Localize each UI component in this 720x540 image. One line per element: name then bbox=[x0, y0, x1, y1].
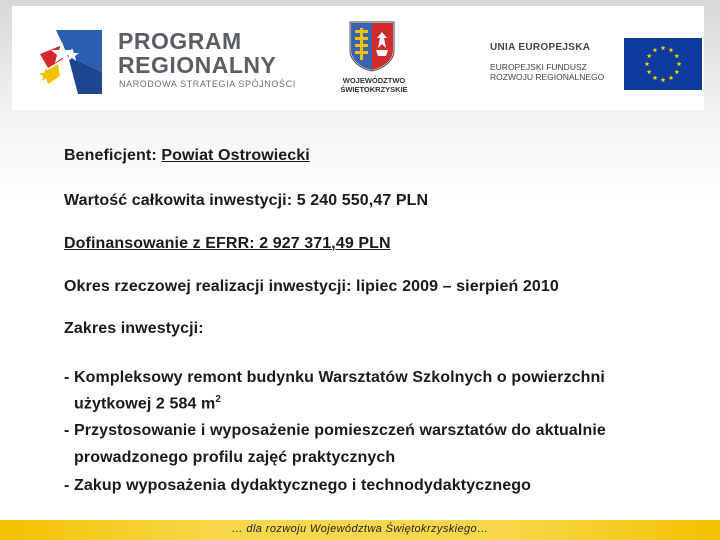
superscript-2: 2 bbox=[215, 394, 221, 405]
eu-fund-line2: ROZWOJU REGIONALNEGO bbox=[490, 72, 605, 82]
footer-bar bbox=[0, 520, 720, 540]
eu-logo-title: UNIA EUROPEJSKA bbox=[490, 42, 591, 53]
coat-of-arms-icon bbox=[348, 20, 396, 72]
wojewodztwo-logo-line2: ŚWIĘTOKRZYSKIE bbox=[340, 85, 408, 94]
program-regionalny-emblem-icon bbox=[38, 28, 104, 94]
logo-banner bbox=[12, 6, 704, 110]
beneficiary-line bbox=[64, 147, 310, 165]
wojewodztwo-logo-line1: WOJEWÓDZTWO bbox=[342, 76, 406, 85]
footer-slogan: … dla rozwoju Województwa Świętokrzyskiego… bbox=[231, 523, 489, 535]
scope-item-1-line1: - Kompleksowy remont budynku Warsztatów Szkolnych o powierzchni bbox=[64, 369, 605, 386]
scope-item-1-line2: użytkowej 2 584 $m^2$ bbox=[74, 394, 221, 413]
eu-flag-icon bbox=[624, 38, 702, 90]
beneficiary-label: Beneficjent: bbox=[64, 147, 157, 164]
eu-logo bbox=[482, 36, 704, 96]
total-value-line: Wartość całkowita inwestycji: 5 240 550,47 PLN bbox=[64, 192, 429, 209]
period-line: Okres rzeczowej realizacji inwestycji: lipiec 2009 – sierpień 2010 bbox=[64, 278, 559, 295]
scope-item-2-line2: prowadzonego profilu zajęć praktycznych bbox=[74, 449, 396, 466]
cofinancing-line: Dofinansowanie z EFRR: 2 927 371,49 PLN bbox=[64, 235, 391, 252]
program-logo-line1: PROGRAM bbox=[118, 28, 242, 54]
scope-label: Zakres inwestycji: bbox=[64, 320, 204, 337]
wojewodztwo-logo bbox=[334, 18, 414, 102]
scope-item-3-line1: - Zakup wyposażenia dydaktycznego i technodydaktycznego bbox=[64, 477, 531, 494]
program-logo-subtitle: NARODOWA STRATEGIA SPÓJNOŚCI bbox=[119, 79, 296, 89]
eu-fund-line1: EUROPEJSKI FUNDUSZ bbox=[490, 62, 587, 72]
beneficiary-value: Powiat Ostrowiecki bbox=[161, 147, 310, 164]
program-regionalny-logo bbox=[38, 24, 328, 100]
scope-item-2-line1: - Przystosowanie i wyposażenie pomieszczeń warsztatów do aktualnie bbox=[64, 422, 606, 439]
program-logo-line2: REGIONALNY bbox=[118, 52, 277, 78]
